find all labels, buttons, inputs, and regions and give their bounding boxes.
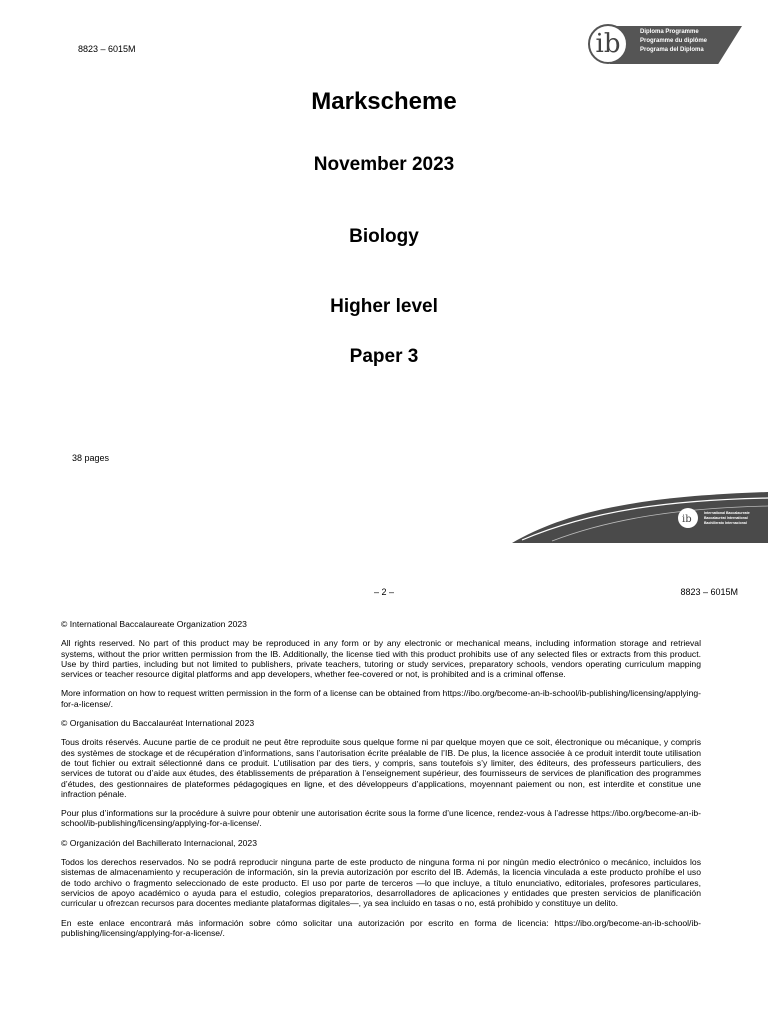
license-info-es: En este enlace encontrará más información sobre cómo solicitar una autorización por escrito en forma de licencia: https://ibo.org/become-an-ib-school/ib-publishing/licensing/applying-for-a-license/. [61,917,701,938]
rights-paragraph-en: All rights reserved. No part of this product may be reproduced in any form or by any electronic or mechanical means, including information storage and retrieval systems, without the prior written permission from the IB. Additionally, the license tied with this product prohibits use of any selected files or extracts from this product. Use by third parties, including but not limited to publishers, private teachers, tutoring or study services, preparatory schools, vendors operating curriculum mapping services or teacher resource digital platforms and app developers, whether fee-covered or not, is prohibited and is a criminal offense. [61,638,701,680]
exam-session: November 2023 [313,154,455,175]
footer-logo-line: International Baccalaureate [704,511,750,515]
copyright-page [0,543,768,1024]
copyright-line-en: © International Baccalaureate Organization 2023 [61,619,247,629]
ib-circle-icon: ib [588,24,628,64]
license-info-en: More information on how to request written permission in the form of a license can be obtained from https://ibo.org/become-an-ib-school/ib-publishing/licensing/applying-for-a-license/. [61,688,701,709]
level: Higher level [330,296,438,317]
copyright-notice [61,619,701,947]
rights-paragraph-fr: Tous droits réservés. Aucune partie de ce produit ne peut être reproduite sous quelque forme ni par quelque moyen que ce soit, électronique ou mécanique, y compris des systèmes de stockage et de récupération d’informations, sans l’autorisation écrite préalable de l’IB. De plus, la licence associée à ce produit interdit toute utilisation de tout fichier ou extrait sélectionné dans ce produit. L’utilisation par des tiers, y compris, sans toutefois s’y limiter, des éditeurs, des professeurs particuliers, des services de tutorat ou d’aide aux études, des établissements de préparation à l’enseignement supérieur, des fournisseurs de services de planification des programmes d’études, des gestionnaires de plateformes pédagogiques en ligne, et des développeurs d’applications, moyennant paiement ou non, est interdite et constitue une infraction pénale. [61,737,701,799]
subject: Biology [349,226,419,247]
license-info-fr: Pour plus d’informations sur la procédure à suivre pour obtenir une autorisation écrite sous la forme d’une licence, rendez-vous à l’adresse https://ibo.org/become-an-ib-school/ib-publishing/licensing/applying-for-a-license/. [61,808,701,829]
paper-code: 8823 – 6015M [680,587,738,597]
page-number: – 2 – [373,587,395,597]
logo-text: Diploma Programme Programme du diplôme Programa del Diploma [640,29,708,53]
paper-code: 8823 – 6015M [78,44,136,54]
copyright-line-es: © Organización del Bachillerato Internacional, 2023 [61,837,257,848]
ib-programme-logo [588,22,744,68]
paper-number: Paper 3 [349,346,419,367]
footer-logo-line: Baccalauréat International [704,516,748,520]
page-count: 38 pages [72,453,110,463]
footer-logo-line: Bachillerato Internacional [704,521,747,525]
document-title: Markscheme [311,88,457,115]
rights-paragraph-es: Todos los derechos reservados. No se podrá reproducir ninguna parte de este producto de ninguna forma ni por ningún medio electrónico o mecánico, incluidos los sistemas de almacenamiento y recuperación de información, sin la previa autorización por escrito del IB. Además, la licencia vinculada a este producto prohíbe el uso de todo archivo o fragmento seleccionado de este producto. El uso por parte de terceros —lo que incluye, a título enunciativo, editoriales, profesores particulares, servicios de apoyo académico o ayuda para el estudio, colegios preparatorios, desarrolladores de aplicaciones y entidades que presten servicios de planificación curricular u ofrezcan recursos para docentes mediante plataformas digitales—, ya sea incluido en tasas o no, está prohibido y constituye un delito. [61,857,701,909]
copyright-line-fr: © Organisation du Baccalauréat International 2023 [61,718,255,729]
ib-swoosh-logo [512,488,768,543]
ib-mark: ib [682,514,692,525]
